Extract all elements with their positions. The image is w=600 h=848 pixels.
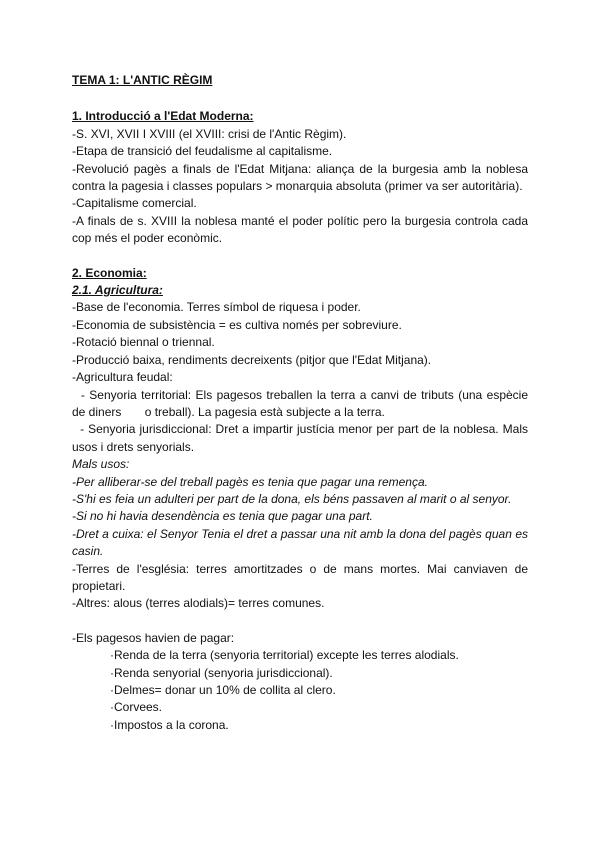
intro-line-4: -Capitalisme comercial.	[72, 196, 197, 211]
mals-usos-label: Mals usos:	[72, 457, 130, 472]
mals-usos-item-2: -S'hi es feia un adulteri per part de la dona, els béns passaven al marit o al senyor.	[72, 491, 512, 506]
mals-usos-item-1: -Per alliberar-se del treball pagès es tenia que pagar una remença.	[72, 474, 428, 489]
agri-line-3: -Rotació biennal o triennal.	[72, 335, 215, 350]
mals-usos-item-4: -Dret a cuixa: el Senyor Tenia el dret a passar una nit amb la dona del pagès quan es casin.	[72, 526, 528, 559]
feudal-item-territorial: - Senyoria territorial: Els pagesos treballen la terra a canvi de tributs (una espècie de diners o treball). La pagesia està subjecte a la terra.	[72, 387, 532, 419]
feudal-item-jurisdiccional: - Senyoria jurisdiccional: Dret a impartir justícia menor per part de la noblesa. Mals usos i drets senyorials.	[72, 422, 532, 454]
section-heading-economia: 2. Economia:	[72, 265, 147, 280]
altres-line: -Altres: alous (terres alodials)= terres comunes.	[72, 596, 325, 611]
spacer	[72, 248, 528, 265]
intro-line-2: -Etapa de transició del feudalisme al capitalisme.	[72, 144, 333, 159]
agri-line-5: -Agricultura feudal:	[72, 370, 173, 385]
spacer	[72, 613, 528, 630]
intro-line-1: -S. XVI, XVII I XVIII (el XVIII: crisi de l'Antic Règim).	[72, 126, 347, 141]
pay-intro: -Els pagesos havien de pagar:	[72, 630, 235, 645]
pay-item-5: ·Impostos a la corona.	[110, 717, 229, 732]
subsection-heading-agricultura: 2.1. Agricultura:	[72, 283, 163, 298]
pay-item-2: ·Renda senyorial (senyoria jurisdiccional).	[110, 665, 333, 680]
pay-item-4: ·Corvees.	[110, 700, 163, 715]
agri-line-1: -Base de l'economia. Terres símbol de riquesa i poder.	[72, 300, 361, 315]
mals-usos-item-3: -Si no hi havia desendència es tenia que pagar una part.	[72, 509, 373, 524]
section-heading-introduccio: 1. Introducció a l'Edat Moderna:	[72, 109, 254, 124]
intro-line-5: -A finals de s. XVIII la noblesa manté el poder polític pero la burgesia controla cada cop més el poder econòmic.	[72, 213, 528, 246]
agri-line-2: -Economia de subsistència = es cultiva només per sobreviure.	[72, 317, 402, 332]
pay-item-1: ·Renda de la terra (senyoria territorial) excepte les terres alodials.	[110, 648, 459, 663]
document-page	[72, 72, 532, 734]
pay-item-3: ·Delmes= donar un 10% de collita al clero.	[110, 683, 336, 697]
intro-line-3: -Revolució pagès a finals de l'Edat Mitjana: aliança de la burgesia amb la noblesa contra la pagesia i classes populars > monarquia absoluta (primer va ser autoritària).	[72, 161, 528, 194]
document-title: TEMA 1: L'ANTIC RÈGIM	[72, 73, 213, 87]
agri-line-4: -Producció baixa, rendiments decreixents (pitjor que l'Edat Mitjana).	[72, 352, 432, 367]
esglesia-line: -Terres de l'església: terres amortitzades o de mans mortes. Mai canviaven de propietari.	[72, 561, 528, 593]
